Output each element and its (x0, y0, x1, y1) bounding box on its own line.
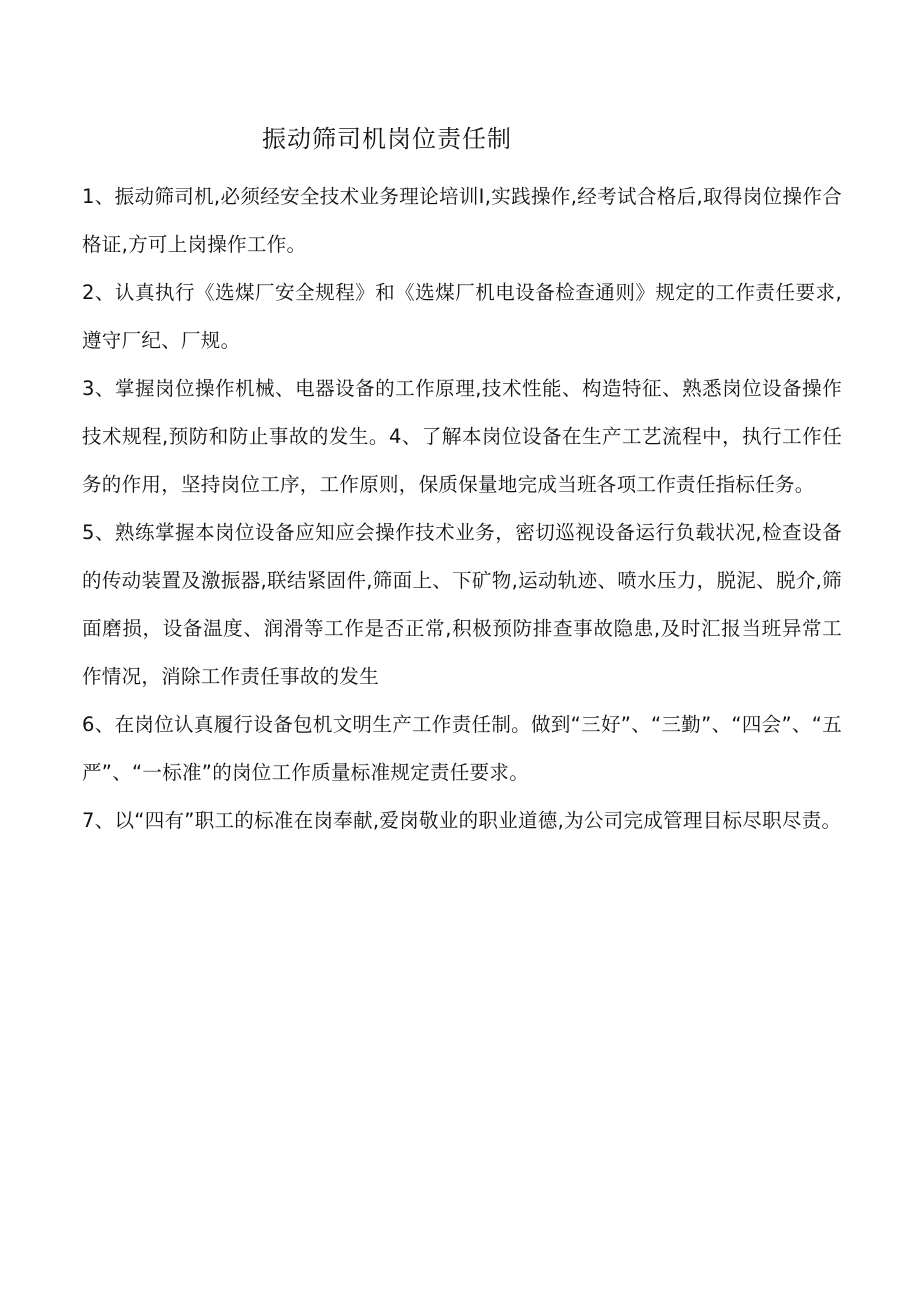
paragraph-7: 7、以“四有”职工的标准在岗奉献,爱岗敬业的职业道德,为公司完成管理目标尽职尽责。 (82, 809, 842, 832)
paragraph-3: 3、掌握岗位操作机械、电器设备的工作原理,技术性能、构造特征、熟悉岗位设备操作技术规程,预防和防止事故的发生。4、了解本岗位设备在生产工艺流程中，执行工作任务的作用，坚持岗位工序，工作原则，保质保量地完成当班各项工作责任指标任务。 (82, 377, 842, 496)
paragraph-1: 1、振动筛司机,必须经安全技术业务理论培训I,实践操作,经考试合格后,取得岗位操作合格证,方可上岗操作工作。 (82, 185, 842, 256)
document-title: 振动筛司机岗位责任制 (262, 125, 512, 153)
paragraph-6: 6、在岗位认真履行设备包机文明生产工作责任制。做到“三好”、“三勤”、“四会”、“五严”、“一标准”的岗位工作质量标准规定责任要求。 (82, 713, 842, 784)
paragraph-5: 5、熟练掌握本岗位设备应知应会操作技术业务，密切巡视设备运行负载状况,检查设备的传动装置及激振器,联结紧固件,筛面上、下矿物,运动轨迹、喷水压力，脱泥、脱介,筛面磨损，设备温度、润滑等工作是否正常,积极预防排查事故隐患,及时汇报当班异常工作情况，消除工作责任事故的发生 (82, 521, 842, 688)
document-body (82, 173, 842, 845)
paragraph-2: 2、认真执行《选煤厂安全规程》和《选煤厂机电设备检查通则》规定的工作责任要求,遵守厂纪、厂规。 (82, 281, 842, 352)
